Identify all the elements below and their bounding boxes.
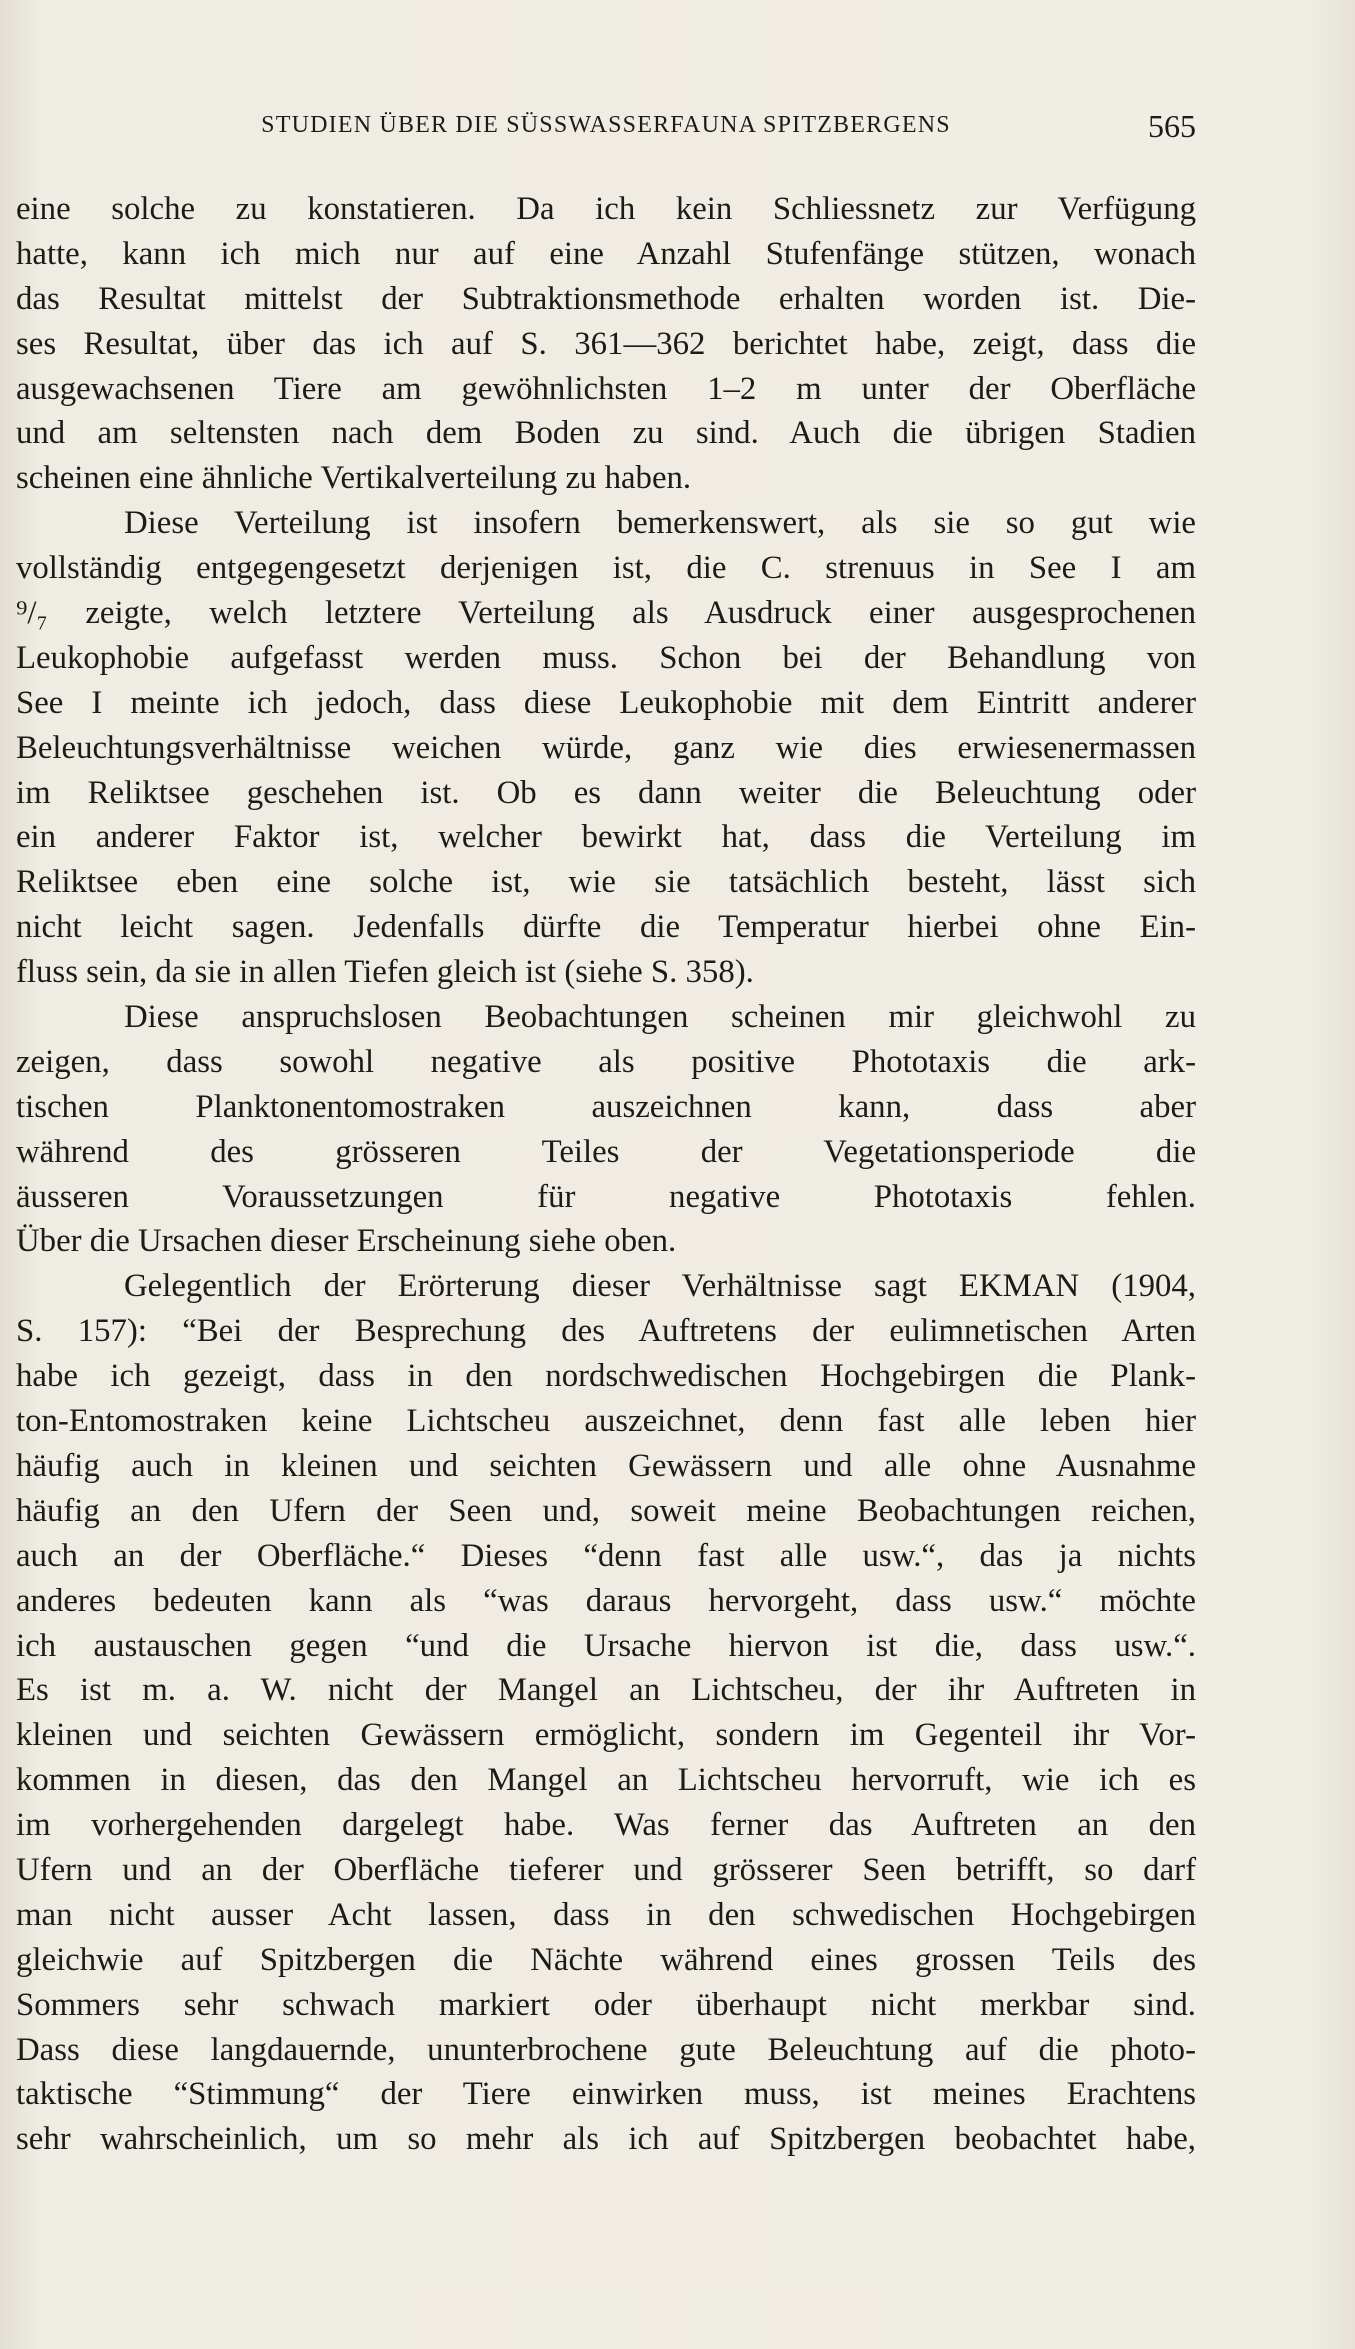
text-line: S. 157): “Bei der Besprechung des Auftretens der eulimnetischen Arten [16, 1313, 1196, 1350]
text-line: im vorhergehenden dargelegt habe. Was ferner das Auftreten an den [16, 1807, 1196, 1844]
text-line: zeigen, dass sowohl negative als positive Phototaxis die ark- [16, 1043, 1196, 1080]
text-line: das Resultat mittelst der Subtraktionsmethode erhalten worden ist. Die- [16, 280, 1196, 317]
text-line: im Reliktsee geschehen ist. Ob es dann weiter die Beleuchtung oder [16, 774, 1196, 811]
text-line: Dass diese langdauernde, ununterbrochene gute Beleuchtung auf die photo- [16, 2031, 1196, 2068]
text-line: Es ist m. a. W. nicht der Mangel an Lichtscheu, der ihr Auftreten in [16, 1672, 1196, 1709]
text-line: man nicht ausser Acht lassen, dass in den schwedischen Hochgebirgen [16, 1896, 1196, 1933]
text-line: ton-Entomostraken keine Lichtscheu auszeichnet, denn fast alle leben hier [16, 1403, 1196, 1440]
text-line: Beleuchtungsverhältnisse weichen würde, ganz wie dies erwiesenermassen [16, 729, 1196, 766]
text-line: während des grösseren Teiles der Vegetationsperiode die [16, 1133, 1196, 1170]
text-line: tischen Planktonentomostraken auszeichnen kann, dass aber [16, 1088, 1196, 1125]
text-line: Diese anspruchslosen Beobachtungen scheinen mir gleichwohl zu [124, 999, 1196, 1036]
text-line: ich austauschen gegen “und die Ursache hiervon ist die, dass usw.“. [16, 1627, 1196, 1664]
text-line: ⁹/₇ zeigte, welch letztere Verteilung als Ausdruck einer ausgesprochenen [16, 595, 1196, 632]
text-line: und am seltensten nach dem Boden zu sind. Auch die übrigen Stadien [16, 415, 1196, 452]
page-number: 565 [1148, 108, 1196, 144]
text-line: sehr wahrscheinlich, um so mehr als ich auf Spitzbergen beobachtet habe, [16, 2121, 1196, 2158]
text-line: See I meinte ich jedoch, dass diese Leukophobie mit dem Eintritt anderer [16, 684, 1196, 721]
text-line: häufig auch in kleinen und seichten Gewässern und alle ohne Ausnahme [16, 1447, 1196, 1484]
text-line: Über die Ursachen dieser Erscheinung siehe oben. [16, 1223, 677, 1260]
text-line: habe ich gezeigt, dass in den nordschwedischen Hochgebirgen die Plank- [16, 1358, 1196, 1395]
text-line: fluss sein, da sie in allen Tiefen gleich ist (siehe S. 358). [16, 954, 754, 991]
text-line: äusseren Voraussetzungen für negative Phototaxis fehlen. [16, 1178, 1196, 1215]
page-header [16, 108, 1196, 152]
text-line: kleinen und seichten Gewässern ermöglicht, sondern im Gegenteil ihr Vor- [16, 1717, 1196, 1754]
text-line: anderes bedeuten kann als “was daraus hervorgeht, dass usw.“ möchte [16, 1582, 1196, 1619]
text-line: Reliktsee eben eine solche ist, wie sie tatsächlich besteht, lässt sich [16, 864, 1196, 901]
text-line: taktische “Stimmung“ der Tiere einwirken muss, ist meines Erachtens [16, 2076, 1196, 2113]
text-line: ausgewachsenen Tiere am gewöhnlichsten 1–2 m unter der Oberfläche [16, 370, 1196, 407]
text-line: Gelegentlich der Erörterung dieser Verhältnisse sagt EKMAN (1904, [124, 1268, 1196, 1305]
text-line: kommen in diesen, das den Mangel an Lichtscheu hervorruft, wie ich es [16, 1762, 1196, 1799]
text-line: häufig an den Ufern der Seen und, soweit meine Beobachtungen reichen, [16, 1492, 1196, 1529]
text-line: Diese Verteilung ist insofern bemerkenswert, als sie so gut wie [124, 505, 1196, 542]
text-line: Leukophobie aufgefasst werden muss. Schon bei der Behandlung von [16, 639, 1196, 676]
text-line: hatte, kann ich mich nur auf eine Anzahl Stufenfänge stützen, wonach [16, 235, 1196, 272]
text-line: vollständig entgegengesetzt derjenigen ist, die C. strenuus in See I am [16, 550, 1196, 587]
text-line: eine solche zu konstatieren. Da ich kein Schliessnetz zur Verfügung [16, 191, 1196, 227]
text-line: auch an der Oberfläche.“ Dieses “denn fast alle usw.“, das ja nichts [16, 1537, 1196, 1574]
body-text [16, 187, 1196, 2162]
text-line: ses Resultat, über das ich auf S. 361—362 berichtet habe, zeigt, dass die [16, 325, 1196, 362]
text-line: ein anderer Faktor ist, welcher bewirkt hat, dass die Verteilung im [16, 819, 1196, 856]
text-line: Ufern und an der Oberfläche tieferer und grösserer Seen betrifft, so darf [16, 1851, 1196, 1888]
text-line: gleichwie auf Spitzbergen die Nächte während eines grossen Teils des [16, 1941, 1196, 1978]
text-line: Sommers sehr schwach markiert oder überhaupt nicht merkbar sind. [16, 1986, 1196, 2023]
running-title: STUDIEN ÜBER DIE SÜSSWASSERFAUNA SPITZBERGENS [261, 112, 951, 138]
text-line: nicht leicht sagen. Jedenfalls dürfte die Temperatur hierbei ohne Ein- [16, 909, 1196, 946]
text-line: scheinen eine ähnliche Vertikalverteilung zu haben. [16, 460, 692, 497]
